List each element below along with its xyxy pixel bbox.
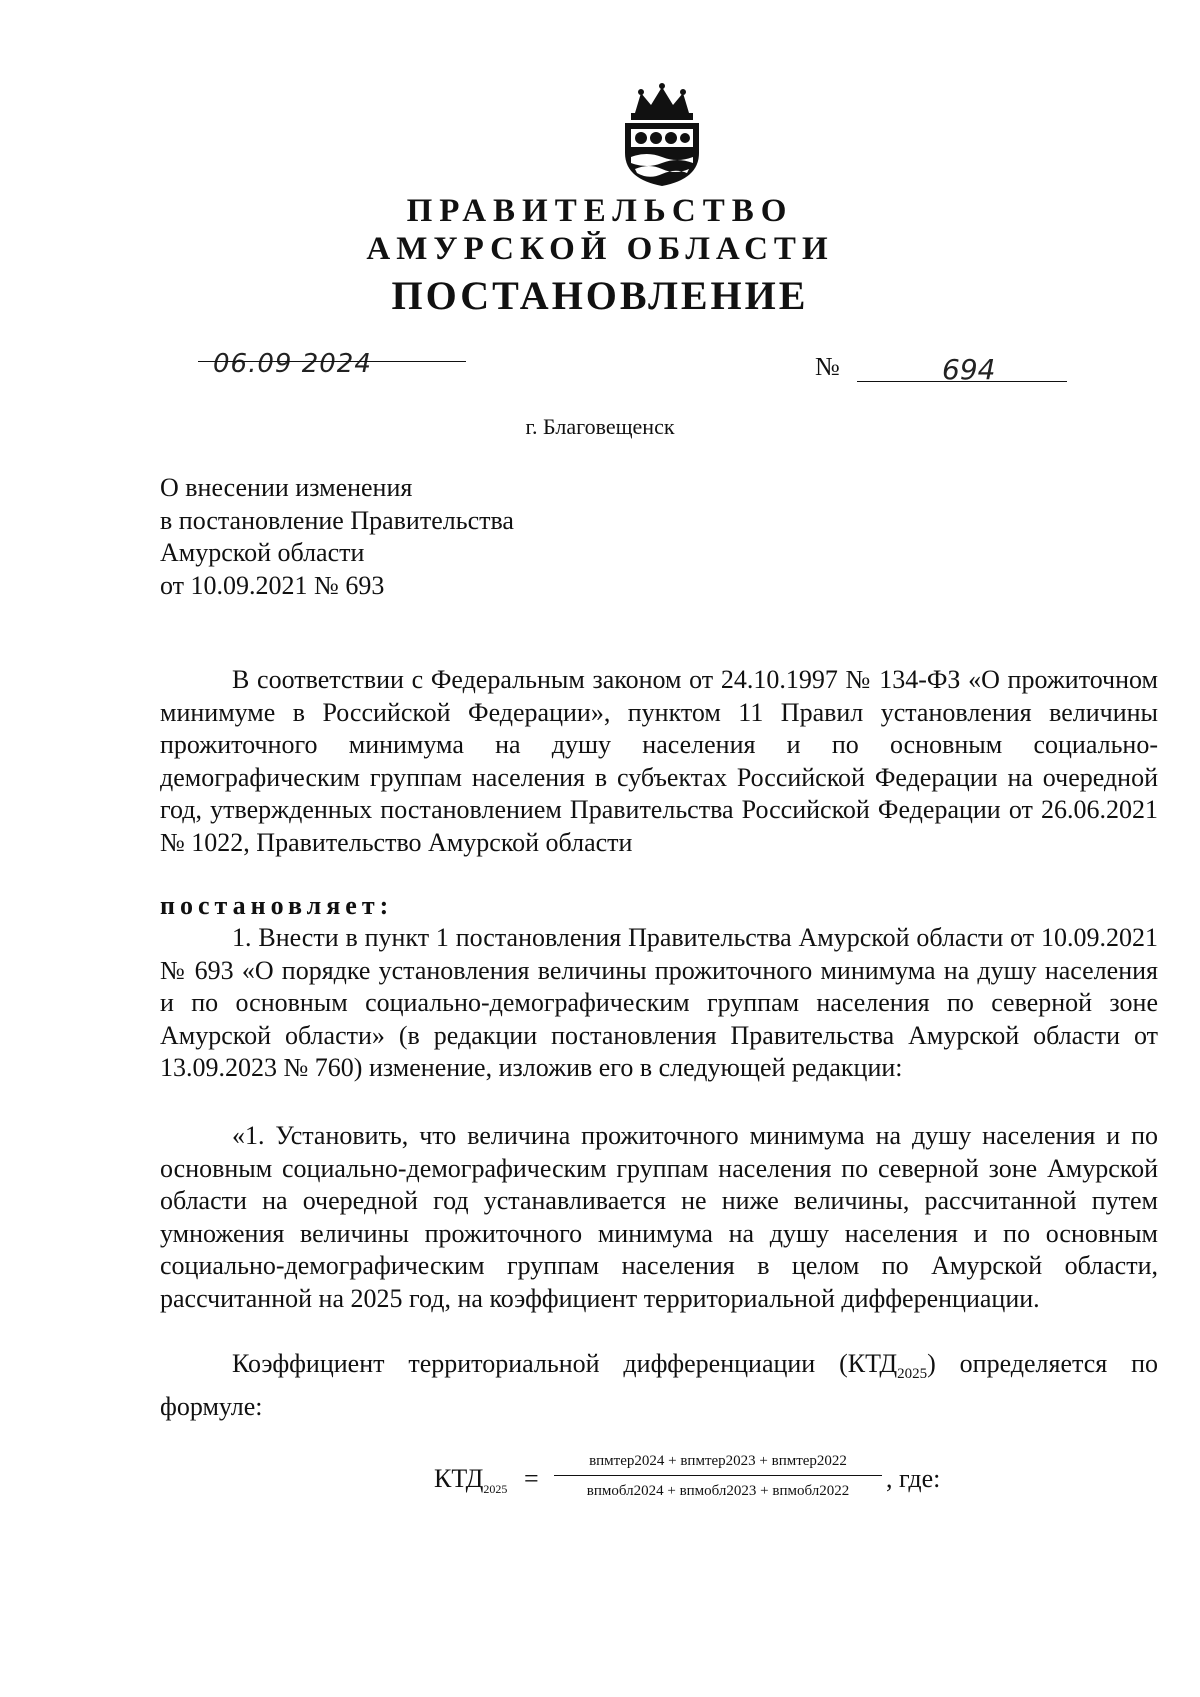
formula-fraction xyxy=(554,1447,882,1504)
coat-of-arms-icon xyxy=(617,83,707,188)
subject-line: О внесении изменения xyxy=(160,473,413,502)
quoted-item-paragraph: «1. Установить, что величина прожиточного минимума на душу населения и по основным социально-демографическим группам населения по северной зоне Амурской области на очередной год устанавливается не ниже величины, рассчитанной путем умножения величины прожиточного минимума на душу населения и по основным социально-демографическим группам населения в целом по Амурской области, рассчитанной на 2025 год, на коэффициент территориальной дифференциации. xyxy=(160,1121,1158,1313)
coef-text-before: Коэффициент территориальной дифференциации (КТД xyxy=(232,1349,898,1378)
preamble-paragraph: В соответствии с Федеральным законом от 24.10.1997 № 134-ФЗ «О прожиточном минимуме в Российской Федерации», пунктом 11 Правил установления величины прожиточного минимума на душу населения и по основным социально-демографическим группам населения в субъектах Российской Федерации на очередной год, утвержденных постановлением Правительства Российской Федерации от 26.06.2021 № 1022, Правительство Амурской области xyxy=(160,665,1158,857)
coefficient-paragraph xyxy=(160,1348,1158,1423)
formula-lhs-subscript: 2025 xyxy=(483,1482,508,1497)
formula-lhs-symbol: КТД xyxy=(434,1464,484,1493)
org-name-line-1: ПРАВИТЕЛЬСТВО xyxy=(406,193,794,229)
subject-line: в постановление Правительства xyxy=(160,505,514,535)
subject-line: от 10.09.2021 № 693 xyxy=(160,570,385,600)
number-underline xyxy=(857,381,1067,382)
date-underline xyxy=(198,361,466,362)
number-sign: № xyxy=(815,352,840,381)
city-name: г. Благовещенск xyxy=(525,414,675,439)
coef-text-after: ) определяется по формуле: xyxy=(160,1349,1159,1421)
formula-denominator: впмобл2024 + впмобл2023 + впмобл2022 xyxy=(586,1483,850,1499)
org-name-line-2: АМУРСКОЙ ОБЛАСТИ xyxy=(366,231,834,267)
formula xyxy=(434,1447,994,1527)
subject-line: Амурской области xyxy=(160,538,365,567)
formula-numerator: впмтер2024 + впмтер2023 + впмтер2022 xyxy=(589,1453,847,1469)
formula-lhs xyxy=(434,1464,507,1497)
document-type-title: ПОСТАНОВЛЕНИЕ xyxy=(391,273,809,318)
subject-block xyxy=(160,472,514,602)
decides-heading: постановляет: xyxy=(160,891,394,920)
formula-tail: , где: xyxy=(886,1464,941,1493)
coef-subscript: 2025 xyxy=(897,1366,928,1383)
formula-equals: = xyxy=(524,1464,539,1493)
item-1-paragraph: 1. Внести в пункт 1 постановления Правительства Амурской области от 10.09.2021 № 693 «О порядке установления величины прожиточного минимума на душу населения и по основным социально-демографическим группам населения по северной зоне Амурской области» (в редакции постановления Правительства Амурской области от 13.09.2023 № 760) изменение, изложив его в следующей редакции: xyxy=(160,923,1158,1083)
handwritten-number: 694 xyxy=(942,353,996,386)
handwritten-date: 06.09 2024 xyxy=(213,349,372,379)
